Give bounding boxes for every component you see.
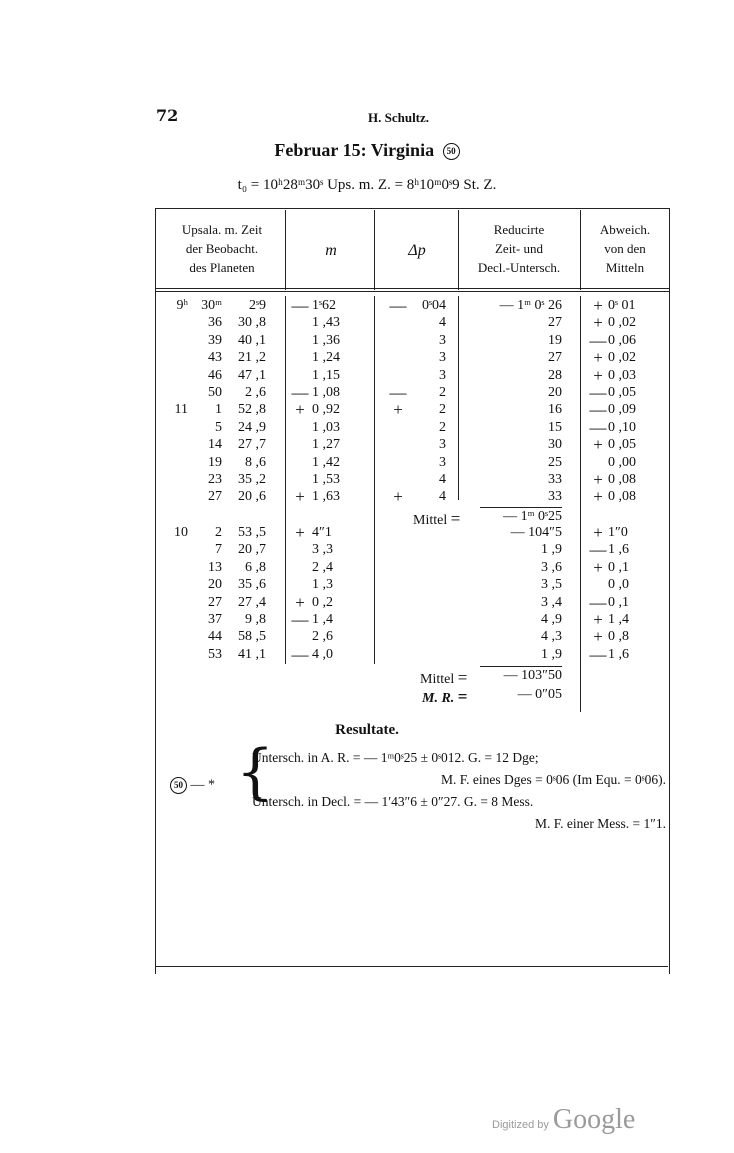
deviation-sign: + (593, 557, 603, 577)
header-delta-p: Δp (408, 242, 426, 259)
dp-value: 4 (439, 489, 446, 505)
time-minutes: 27 (208, 489, 222, 505)
deviation-value: 0 ,00 (608, 454, 636, 470)
m-value: 1 ,43 (312, 315, 340, 331)
time-minutes: 27 (208, 594, 222, 610)
left-brace: { (236, 737, 275, 807)
equals-sign: = (457, 687, 468, 706)
reduced-difference: 15 (548, 419, 562, 435)
dp-value: 3 (439, 350, 446, 366)
m-value: 1 ,03 (312, 419, 340, 435)
time-hours (166, 488, 188, 505)
deviation-value: 0 ,1 (608, 594, 629, 610)
m-value: 0 ,2 (312, 594, 333, 610)
deviation-value: 0 ,03 (608, 367, 636, 383)
m-sign (288, 367, 312, 384)
time-minutes: 23 (208, 472, 222, 487)
deviation-value: 0 ,08 (608, 472, 636, 487)
time-minutes: 39 (208, 332, 222, 348)
m-value: 1 ,63 (312, 489, 340, 505)
header-reduced-differences (460, 220, 578, 277)
deviation-sign: — (589, 644, 607, 664)
m-value: 4 ,0 (312, 646, 333, 662)
deviation-sign: + (593, 487, 603, 507)
deviation-value: 1 ,6 (608, 646, 629, 662)
frame-bottom-rule (155, 966, 668, 967)
deviation-sign: + (593, 470, 603, 489)
m-value: 3 ,3 (312, 542, 333, 558)
time-seconds: 47 ,1 (238, 367, 266, 383)
reduced-difference: 3 ,5 (541, 577, 562, 593)
header-rule (155, 288, 670, 289)
m-value: 1 ,53 (312, 472, 340, 487)
results-lhs (170, 777, 215, 794)
time-minutes: 20 (208, 577, 222, 593)
digitized-watermark (492, 1104, 635, 1136)
time-hours (166, 628, 188, 645)
block1-mean-value: — 1ᵐ 0ˢ25 (503, 509, 562, 524)
reduced-difference: 30 (548, 437, 562, 453)
time-hours (166, 314, 188, 331)
block2-mean-value: — 103″50 (503, 668, 562, 683)
header-col1-line2: der Beobacht. (185, 241, 259, 256)
reduced-difference: 33 (548, 489, 562, 505)
equals-sign: = (457, 668, 468, 687)
m-sign: — (291, 383, 309, 402)
asteroid-symbol-icon: 50 (443, 143, 460, 160)
m-value: 1 ,3 (312, 577, 333, 593)
dp-value: 3 (439, 437, 446, 453)
mean-overline (480, 666, 562, 667)
m-sign: + (295, 487, 305, 507)
m-value: 1 ,08 (312, 385, 340, 400)
time-seconds: 35 ,2 (238, 472, 266, 487)
reduced-difference: 1 ,9 (541, 542, 562, 558)
time-hours (166, 332, 188, 349)
reduced-difference: 33 (548, 472, 562, 487)
time-hours (166, 576, 188, 593)
m-sign (288, 541, 312, 558)
reduced-difference: 1 ,9 (541, 646, 562, 662)
result-line-decl: Untersch. in Decl. = — 1′43″6 ± 0″27. G. = 8 Mess. (252, 794, 534, 809)
header-col4-line2: Zeit- und (494, 241, 543, 256)
deviation-value: 0 ,02 (608, 350, 636, 366)
header-observation-time (160, 220, 284, 277)
time-seconds: 27 ,4 (238, 594, 266, 610)
dp-sign: — (389, 383, 407, 402)
dp-value: 3 (439, 332, 446, 348)
deviation-value: 0 ,05 (608, 437, 636, 453)
deviation-value: 1 ,4 (608, 612, 629, 627)
results-title: Resultate. (335, 722, 399, 738)
time-seconds: 9 ,8 (245, 612, 266, 627)
m-sign (288, 576, 312, 593)
dp-sign: + (393, 400, 403, 420)
reduced-difference: 27 (548, 350, 562, 366)
deviation-sign (586, 454, 610, 471)
reduced-difference: 20 (548, 385, 562, 400)
time-hours: 10 (174, 525, 188, 540)
dp-value: 2 (439, 402, 446, 418)
deviation-value: 1″0 (608, 525, 628, 540)
time-seconds: 20 ,6 (238, 489, 266, 505)
m-value: 1 ,27 (312, 437, 340, 453)
m-sign (288, 314, 312, 331)
dp-value: 3 (439, 367, 446, 383)
deviation-sign: — (589, 417, 607, 437)
dp-value: 3 (439, 454, 446, 470)
google-logo: Google (552, 1104, 636, 1135)
time-hours (166, 646, 188, 663)
deviation-value: 0 ,02 (608, 315, 636, 331)
reduced-difference: 3 ,4 (541, 594, 562, 610)
deviation-value: 0 ,06 (608, 332, 636, 348)
m-value: 1 ,4 (312, 612, 333, 627)
m-sign: + (295, 592, 305, 612)
mr-label: M. R. (422, 691, 455, 706)
header-rule-double (155, 291, 670, 292)
deviation-sign: + (593, 610, 603, 629)
time-minutes: 46 (208, 367, 222, 383)
deviation-sign: + (593, 313, 603, 333)
deviation-sign: — (589, 592, 607, 612)
m-value: 1 ,15 (312, 367, 340, 383)
header-col5-line1: Abweich. (599, 222, 651, 237)
header-col4-line1: Reducirte (493, 222, 545, 237)
m-sign: — (291, 610, 309, 629)
dp-sign (386, 471, 410, 488)
time-seconds: 41 ,1 (238, 646, 266, 662)
deviation-sign: — (589, 330, 607, 350)
m-sign (288, 332, 312, 349)
m-sign: — (291, 644, 309, 664)
time-hours (166, 436, 188, 453)
time-seconds: 30 ,8 (238, 315, 266, 331)
m-value: 1ˢ62 (312, 298, 336, 313)
time-minutes: 7 (215, 542, 222, 558)
reduced-difference: 25 (548, 454, 562, 470)
m-sign (288, 436, 312, 453)
page-title (0, 140, 734, 161)
time-seconds: 27 ,7 (238, 437, 266, 453)
reduced-difference: 4 ,9 (541, 612, 562, 627)
m-sign (288, 471, 312, 488)
dp-sign (386, 436, 410, 453)
time-minutes: 30ᵐ (201, 298, 222, 313)
asteroid-symbol-icon: 50 (170, 777, 187, 794)
time-seconds: 24 ,9 (238, 419, 266, 435)
time-seconds: 2 ,6 (245, 385, 266, 400)
col-divider (374, 296, 375, 664)
header-col1-line1: Upsala. m. Zeit (181, 222, 263, 237)
col-divider (580, 296, 581, 712)
deviation-sign: + (593, 296, 603, 315)
m-value: 1 ,42 (312, 454, 340, 470)
watermark-prefix: Digitized by (492, 1119, 549, 1131)
time-minutes: 1 (215, 402, 222, 418)
time-seconds: 35 ,6 (238, 577, 266, 593)
header-col1-line3: des Planeten (189, 260, 255, 275)
reduced-difference: 16 (548, 402, 562, 418)
deviation-sign: + (593, 365, 603, 385)
m-sign (288, 349, 312, 366)
result-line-ra: Untersch. in A. R. = — 1ᵐ0ˢ25 ± 0ˢ012. G. = 12 Dge; (252, 750, 539, 765)
dp-value: 4 (439, 472, 446, 487)
m-sign: — (291, 296, 309, 315)
time-minutes: 43 (208, 350, 222, 366)
deviation-value: 0 ,09 (608, 402, 636, 418)
block1-mean (413, 509, 460, 529)
time-hours (166, 367, 188, 384)
title-text: Februar 15: Virginia (274, 140, 435, 160)
deviation-value: 0 ,1 (608, 559, 629, 575)
dp-sign: — (389, 296, 407, 315)
deviation-value: 0ˢ 01 (608, 298, 636, 313)
deviation-value: 0 ,05 (608, 385, 636, 400)
m-sign (288, 559, 312, 576)
dp-sign (386, 349, 410, 366)
m-value: 2 ,4 (312, 559, 333, 575)
time-hours (166, 349, 188, 366)
dp-sign (386, 332, 410, 349)
running-head: H. Schultz. (368, 110, 430, 125)
results-lhs-text: — * (190, 777, 215, 793)
time-seconds: 6 ,8 (245, 559, 266, 575)
dp-sign (386, 454, 410, 471)
col-divider (458, 296, 459, 500)
mean-error-label (422, 687, 467, 707)
time-minutes: 2 (215, 525, 222, 540)
dp-sign: + (393, 487, 403, 507)
deviation-value: 1 ,6 (608, 542, 629, 558)
deviation-sign: + (593, 523, 603, 542)
time-minutes: 14 (208, 437, 222, 453)
time-minutes: 13 (208, 559, 222, 575)
header-deviation (584, 220, 666, 277)
reduced-difference: 19 (548, 332, 562, 348)
time-minutes: 36 (208, 315, 222, 331)
time-seconds: 20 ,7 (238, 542, 266, 558)
m-value: 4″1 (312, 525, 332, 540)
time-seconds: 2ˢ9 (249, 298, 266, 313)
epoch-line: t₀ = 10ʰ28ᵐ30ˢ Ups. m. Z. = 8ʰ10ᵐ0ˢ9 St. Z. (237, 177, 497, 193)
time-hours (166, 419, 188, 436)
time-seconds: 21 ,2 (238, 350, 266, 366)
time-minutes: 5 (215, 419, 222, 435)
time-minutes: 44 (208, 629, 222, 645)
m-sign (288, 419, 312, 436)
reduced-difference: 28 (548, 367, 562, 383)
time-seconds: 53 ,5 (238, 525, 266, 540)
reduced-difference: — 104″5 (510, 525, 562, 540)
deviation-sign: + (593, 627, 603, 647)
col-divider (285, 296, 286, 664)
reduced-difference: 27 (548, 315, 562, 331)
deviation-value: 0 ,8 (608, 629, 629, 645)
m-sign (288, 454, 312, 471)
time-hours (166, 471, 188, 488)
deviation-sign: + (593, 348, 603, 368)
time-hours: 11 (174, 402, 188, 418)
m-sign (288, 628, 312, 645)
dp-sign (386, 419, 410, 436)
equals-sign: = (450, 509, 461, 528)
dp-value: 2 (439, 419, 446, 435)
reduced-difference: 4 ,3 (541, 629, 562, 645)
time-hours: 9ʰ (176, 298, 188, 313)
mean-label: Mittel (413, 513, 448, 528)
deviation-sign: — (589, 383, 607, 402)
col-divider (580, 210, 581, 290)
dp-value: 4 (439, 315, 446, 331)
header-col5-line2: von den (604, 241, 646, 256)
result-line-decl-error: M. F. einer Mess. = 1″1. (534, 816, 666, 831)
result-line-ra-error: M. F. eines Dges = 0ˢ06 (Im Equ. = 0ˢ06). (441, 772, 666, 787)
time-seconds: 58 ,5 (238, 629, 266, 645)
m-sign: + (295, 400, 305, 420)
time-minutes: 50 (208, 385, 222, 400)
page-number: 72 (156, 106, 179, 125)
time-seconds: 8 ,6 (245, 454, 266, 470)
header-m: m (325, 242, 337, 259)
time-hours (166, 384, 188, 401)
m-value: 1 ,24 (312, 350, 340, 366)
m-value: 0 ,92 (312, 402, 340, 418)
time-hours (166, 541, 188, 558)
time-minutes: 37 (208, 612, 222, 627)
deviation-value: 0 ,0 (608, 577, 629, 593)
time-minutes: 19 (208, 454, 222, 470)
deviation-value: 0 ,10 (608, 419, 636, 435)
dp-sign (386, 367, 410, 384)
col-divider (285, 210, 286, 290)
time-hours (166, 559, 188, 576)
m-value: 1 ,36 (312, 332, 340, 348)
deviation-value: 0 ,08 (608, 489, 636, 505)
time-hours (166, 611, 188, 628)
mean-error-value: — 0″05 (517, 687, 562, 702)
dp-sign (386, 314, 410, 331)
time-minutes: 53 (208, 646, 222, 662)
header-col4-line3: Decl.-Untersch. (477, 260, 561, 275)
header-col5-line3: Mitteln (605, 260, 645, 275)
m-sign: + (295, 523, 305, 542)
deviation-sign: + (593, 435, 603, 455)
deviation-sign (586, 576, 610, 593)
time-seconds: 40 ,1 (238, 332, 266, 348)
m-value: 2 ,6 (312, 629, 333, 645)
dp-value: 0ˢ04 (422, 298, 446, 313)
time-hours (166, 594, 188, 611)
block2-mean (420, 668, 467, 688)
time-hours (166, 454, 188, 471)
time-seconds: 52 ,8 (238, 402, 266, 418)
reduced-difference: — 1ᵐ 0ˢ 26 (499, 298, 562, 313)
col-divider (458, 210, 459, 290)
deviation-sign: — (589, 540, 607, 560)
mean-label: Mittel (420, 672, 455, 687)
col-divider (374, 210, 375, 290)
reduced-difference: 3 ,6 (541, 559, 562, 575)
deviation-sign: — (589, 400, 607, 420)
dp-value: 2 (439, 385, 446, 400)
mean-overline (480, 507, 562, 508)
